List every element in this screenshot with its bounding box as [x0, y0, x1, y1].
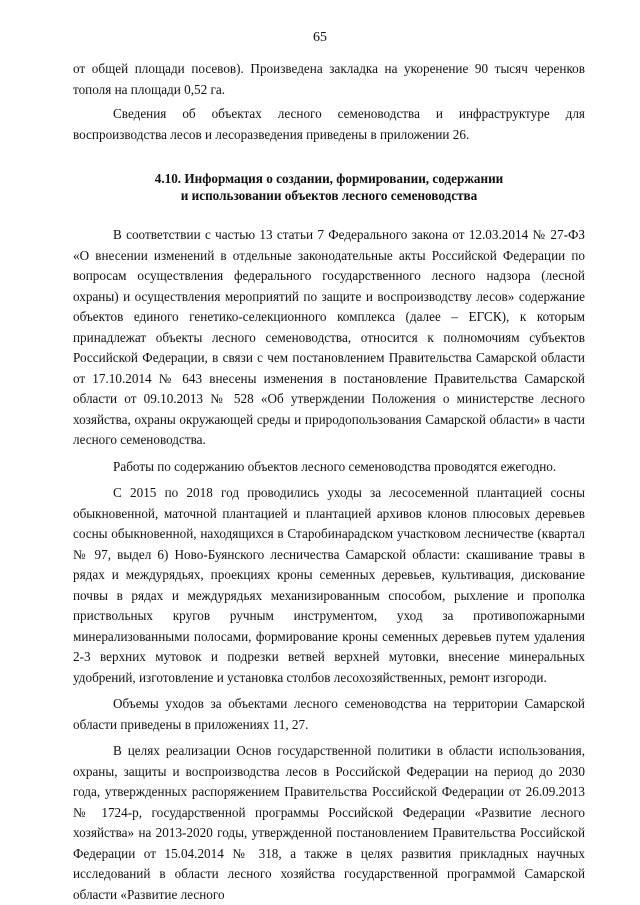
paragraph-care-volumes: Объемы уходов за объектами лесного семеноводства на территории Самарской области приведены в приложениях 11, 27.: [73, 696, 585, 732]
document-body: [73, 59, 585, 905]
paragraph-continuation: от общей площади посевов). Произведена закладка на укоренение 90 тысяч черенков тополя на площади 0,52 га.: [73, 61, 585, 97]
page-number: 65: [313, 30, 327, 45]
paragraph-federal-law: В соответствии с частью 13 статьи 7 Федерального закона от 12.03.2014 № 27-ФЗ «О внесении изменений в отдельные законодательные акты Российской Федерации по вопросам осуществления федерального государственного лесного надзора (лесной охраны) и осуществления мероприятий по защите и воспроизводству лесов» содержание объектов единого генетико-селекционного комплекса (далее – ЕГСК), к которым принадлежат объекты лесного семеноводства, относится к полномочиям субъектов Российской Федерации, в связи с чем постановлением Правительства Самарской области от 17.10.2014 № 643 внесены изменения в постановление Правительства Самарской области от 09.10.2013 № 528 «Об утверждении Положения о министерстве лесного хозяйства, охраны окружающей среды и природопользования Самарской области» в части лесного семеноводства.: [73, 227, 585, 447]
section-heading-line-1: 4.10. Информация о создании, формировании, содержании: [154, 171, 504, 186]
section-heading: [73, 170, 585, 204]
paragraph-annual-works: Работы по содержанию объектов лесного семеноводства проводятся ежегодно.: [113, 458, 557, 474]
section-heading-line-2: и использовании объектов лесного семеноводства: [180, 188, 478, 203]
paragraph-appendix-reference: Сведения об объектах лесного семеноводства и инфраструктуре для воспроизводства лесов и лесоразведения приведены в приложении 26.: [73, 106, 585, 142]
paragraph-state-policy: В целях реализации Основ государственной политики в области использования, охраны, защиты и воспроизводства лесов в Российской Федерации на период до 2030 года, утвержденных распоряжением Правительства Российской Федерации от 26.09.2013 № 1724-р, государственной программы Российской Федерации «Развитие лесного хозяйства» на 2013-2020 годы, утвержденной постановлением Правительства Российской Федерации от 15.04.2014 № 318, а также в целях развития прикладных научных исследований в области лесного хозяйства государственной программой Самарской области «Развитие лесного: [73, 743, 585, 902]
paragraph-plantation-care: С 2015 по 2018 год проводились уходы за лесосеменной плантацией сосны обыкновенной, маточной плантацией и плантацией архивов клонов плюсовых деревьев сосны обыкновенной, находящихся в Старобинарадском участковом лесничестве (квартал № 97, выдел 6) Ново-Буянского лесничества Самарской области: скашивание травы в рядах и междурядьях, проекциях кроны семенных деревьев, культивация, дискование почвы в рядах и междурядьях механизированным способом, рыхление и прополка приствольных кругов ручным инструментом, уход за противопожарными минерализованными полосами, формирование кроны семенных деревьев путем удаления 2-3 верхних мутовок и подрезки ветвей верхней мутовки, внесение минеральных удобрений, изготовление и установка столбов лесохозяйственных, ремонт изгороди.: [73, 485, 585, 685]
